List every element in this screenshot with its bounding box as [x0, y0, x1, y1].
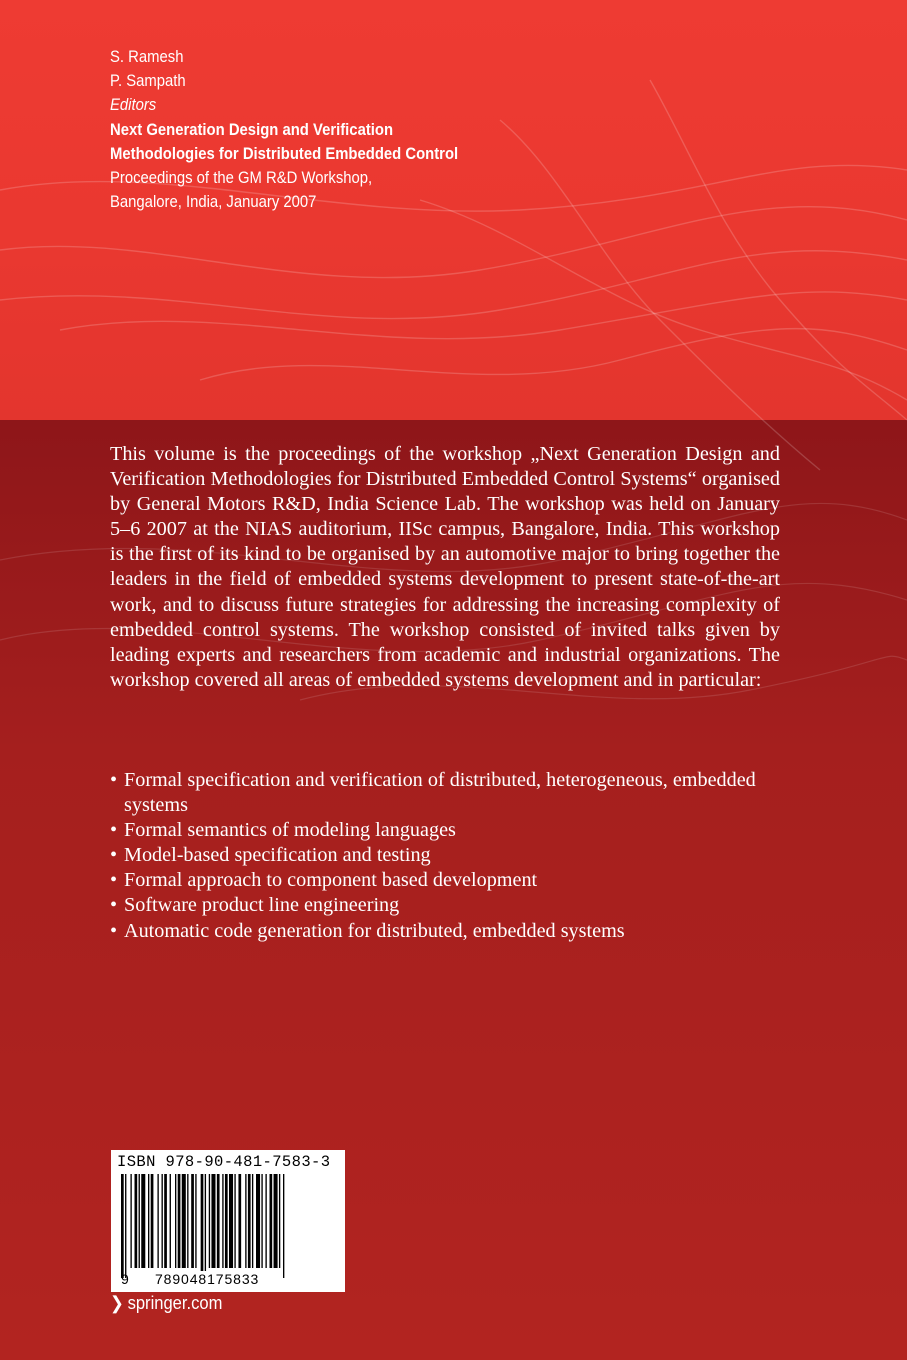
editors-block: [110, 45, 614, 214]
barcode-bars: [117, 1174, 339, 1278]
topic-list: [110, 768, 790, 944]
barcode-bar: [201, 1174, 204, 1278]
topic-item: • Model-based specification and testing: [110, 843, 790, 868]
barcode-bar: [139, 1174, 140, 1268]
barcode-bar: [245, 1174, 246, 1268]
isbn-barcode: [111, 1150, 345, 1292]
topic-item: • Automatic code generation for distributed, embedded systems: [110, 919, 790, 944]
barcode-bar: [283, 1174, 284, 1278]
barcode-lead-digit: 9: [121, 1271, 129, 1287]
barcode-bar: [205, 1174, 206, 1278]
book-subtitle-line: Proceedings of the GM R&D Workshop,: [110, 169, 373, 188]
barcode-bar: [162, 1174, 163, 1268]
barcode-bar: [148, 1174, 149, 1268]
barcode-bar: [195, 1174, 196, 1268]
barcode-bar: [211, 1174, 215, 1268]
editor-name: S. Ramesh: [110, 48, 184, 66]
editors-role-label: Editors: [110, 96, 157, 115]
publisher-url: springer.com: [127, 1293, 223, 1313]
topic-item: • Software product line engineering: [110, 893, 790, 918]
barcode-bar: [248, 1174, 251, 1268]
barcode-bar: [261, 1174, 262, 1268]
topic-item: • Formal specification and verification of distributed, heterogeneous, embedded systems: [110, 768, 790, 818]
barcode-bar: [252, 1174, 253, 1268]
barcode-bar: [187, 1174, 188, 1268]
barcode-bar: [274, 1174, 278, 1268]
barcode-bar: [121, 1174, 124, 1278]
barcode-bar: [164, 1174, 167, 1268]
barcode-bar: [279, 1174, 280, 1268]
barcode-bar: [141, 1174, 145, 1268]
barcode-bar: [225, 1174, 228, 1268]
barcode-bar: [222, 1174, 223, 1268]
book-title-line: Next Generation Design and Verification: [110, 120, 394, 139]
book-title-line: Methodologies for Distributed Embedded Control: [110, 144, 459, 163]
barcode-bar: [234, 1174, 235, 1268]
topic-item: • Formal semantics of modeling languages: [110, 818, 790, 843]
barcode-bar: [130, 1174, 131, 1268]
editor-name: P. Sampath: [110, 72, 186, 91]
barcode-bar: [175, 1174, 176, 1268]
barcode-bar: [209, 1174, 210, 1268]
barcode-bar: [157, 1174, 158, 1268]
barcode-bar: [238, 1174, 241, 1268]
book-subtitle-line: Bangalore, India, January 2007: [110, 193, 317, 212]
book-description: This volume is the proceedings of the workshop „Next Generation Design and Verification Methodologies for Distributed Embedded Control Systems“ organised by General Motors R&D, India Science Lab. The workshop was held on January 5–6 2007 at the NIAS auditorium, IISc campus, Bangalore, India. This workshop is the first of its kind to be organised by an automotive major to bring together the leaders in the field of embedded systems development to present state-of-the-art work, and to discuss future strategies for addressing the increasing complexity of embedded control systems. The workshop consisted of invited talks given by leading experts and researchers from academic and industrial organizations. The workshop covered all areas of embedded systems development and in particular:: [110, 443, 780, 691]
topic-item: • Formal approach to component based development: [110, 868, 790, 893]
barcode-bar: [256, 1174, 260, 1268]
isbn-label: ISBN 978-90-481-7583-3: [117, 1153, 331, 1171]
barcode-bar: [135, 1174, 138, 1268]
barcode-bar: [265, 1174, 266, 1268]
barcode-bar: [182, 1174, 186, 1268]
barcode-bar: [217, 1174, 220, 1268]
barcode-bar: [191, 1174, 194, 1268]
barcode-bar: [170, 1174, 171, 1268]
chevron-right-icon: ❯: [110, 1293, 124, 1313]
barcode-bar: [151, 1174, 154, 1268]
barcode-bar: [270, 1174, 273, 1268]
barcode-bar: [125, 1174, 126, 1278]
barcode-bar: [229, 1174, 233, 1268]
barcode-bar: [178, 1174, 181, 1268]
barcode-digits: 789048175833: [155, 1271, 260, 1287]
publisher-link[interactable]: [110, 1293, 222, 1314]
